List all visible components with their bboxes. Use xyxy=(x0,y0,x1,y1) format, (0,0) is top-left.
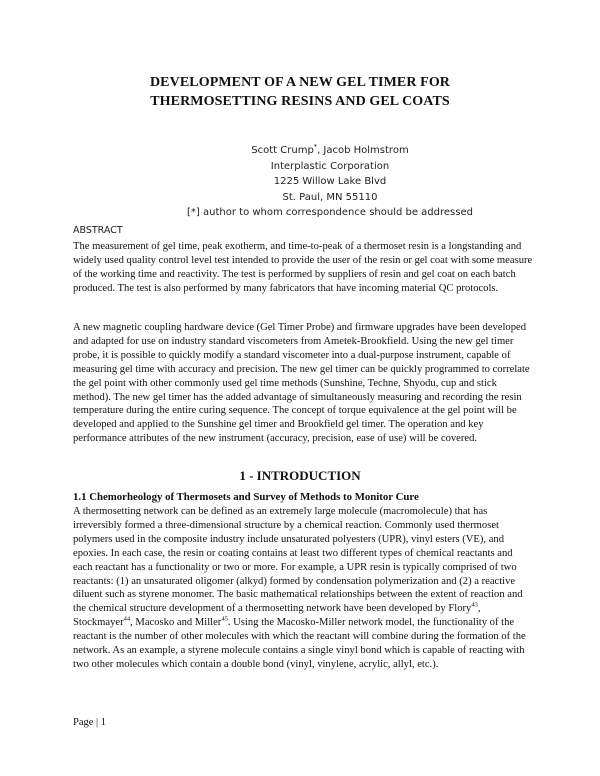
abstract-heading: ABSTRACT xyxy=(73,225,123,236)
title-line-1: DEVELOPMENT OF A NEW GEL TIMER FOR xyxy=(149,75,451,90)
page-number: Page | 1 xyxy=(73,717,107,728)
paper-title xyxy=(60,73,540,111)
correspondence-note: [*] author to whom correspondence should be addressed xyxy=(187,207,473,218)
author-organization: Interplastic Corporation xyxy=(270,160,390,172)
title-line-2: THERMOSETTING RESINS AND GEL COATS xyxy=(150,94,450,109)
reference-stockmayer: 44 xyxy=(123,615,131,623)
introduction-paragraph xyxy=(73,505,533,672)
intro-text-part-b: , Stockmayer xyxy=(73,603,481,629)
author-city: St. Paul, MN 55110 xyxy=(282,191,378,203)
section-heading-introduction: 1 - INTRODUCTION xyxy=(239,468,361,483)
abstract-paragraph-2: A new magnetic coupling hardware device (Gel Timer Probe) and firmware upgrades have been developed and adapted for use on industry standard viscometers from Ametek-Brookfield. Using the new gel timer probe, it is possible to quickly modify a standard viscometer into a dual-purpose instrument, capable of measuring gel time with accuracy and precision. The new gel timer can be quickly programmed to correlate the gel point with other commonly used gel time methods (Sunshine, Techne, Shyodu, cup and stick method). The new gel timer has the added advantage of simultaneously measuring and recording the resin temperature during the entire curing sequence. The concept of torque equivalence at the gel point will be developed and applied to the Sunshine gel timer and Brookfield gel timer. The operation and key performance attributes of the new instrument (accuracy, precision, ease of use) will be covered. xyxy=(73,322,530,445)
intro-text-part-d: . Using the Macosko-Miller network model, the functionality of the reactant is the number of other molecules with which the reactant will combine during the formation of the network. As an example, a styrene molecule contains a single vinyl bond which is capable of reacting with two other molecules which contain a double bond (vinyl, vinylene, acrylic, allyl, etc.). xyxy=(73,617,526,670)
intro-text-part-c: , Macosko and Miller xyxy=(130,617,222,629)
author-block xyxy=(120,143,540,221)
reference-flory: 43 xyxy=(471,601,478,609)
abstract-paragraph-1: The measurement of gel time, peak exotherm, and time-to-peak of a thermoset resin is a longstanding and widely used quality control level test intended to provide the user of the resin or gel coat with some measure of the working time and reactivity. The test is performed by suppliers of resin and gel coat on each batch produced. The test is also performed by many fabricators that have incoming material QC protocols. xyxy=(73,241,533,294)
author-name-holmstrom: , Jacob Holmstrom xyxy=(317,145,409,156)
intro-text-part-a: A thermosetting network can be defined as an extremely large molecule (macromolecule) that has irreversibly formed a three-dimensional structure by a chemical reaction. Commonly used thermoset polymers used in the composite industry include unsaturated polyesters (UPR), vinyl esters (VE), and epoxies. In each case, the resin or coating contains at least two different types of chemical reactants and each reactant has a functionality or two or more. For example, a UPR resin is typically comprised of two reactants: (1) an unsaturated oligomer (alkyd) formed by condensation polymerization and (2) a reactive diluent such as styrene monomer. The basic mathematical relationships between the extent of reaction and the chemical structure development of a thermosetting network have been developed by Flory xyxy=(73,506,523,615)
corresponding-mark: * xyxy=(313,142,318,151)
author-names xyxy=(120,143,540,159)
author-name-crump: Scott Crump xyxy=(251,145,314,156)
reference-macosko-miller: 45 xyxy=(221,615,228,623)
subsection-heading: 1.1 Chemorheology of Thermosets and Survey of Methods to Monitor Cure xyxy=(73,491,419,503)
author-street: 1225 Willow Lake Blvd xyxy=(273,176,387,187)
